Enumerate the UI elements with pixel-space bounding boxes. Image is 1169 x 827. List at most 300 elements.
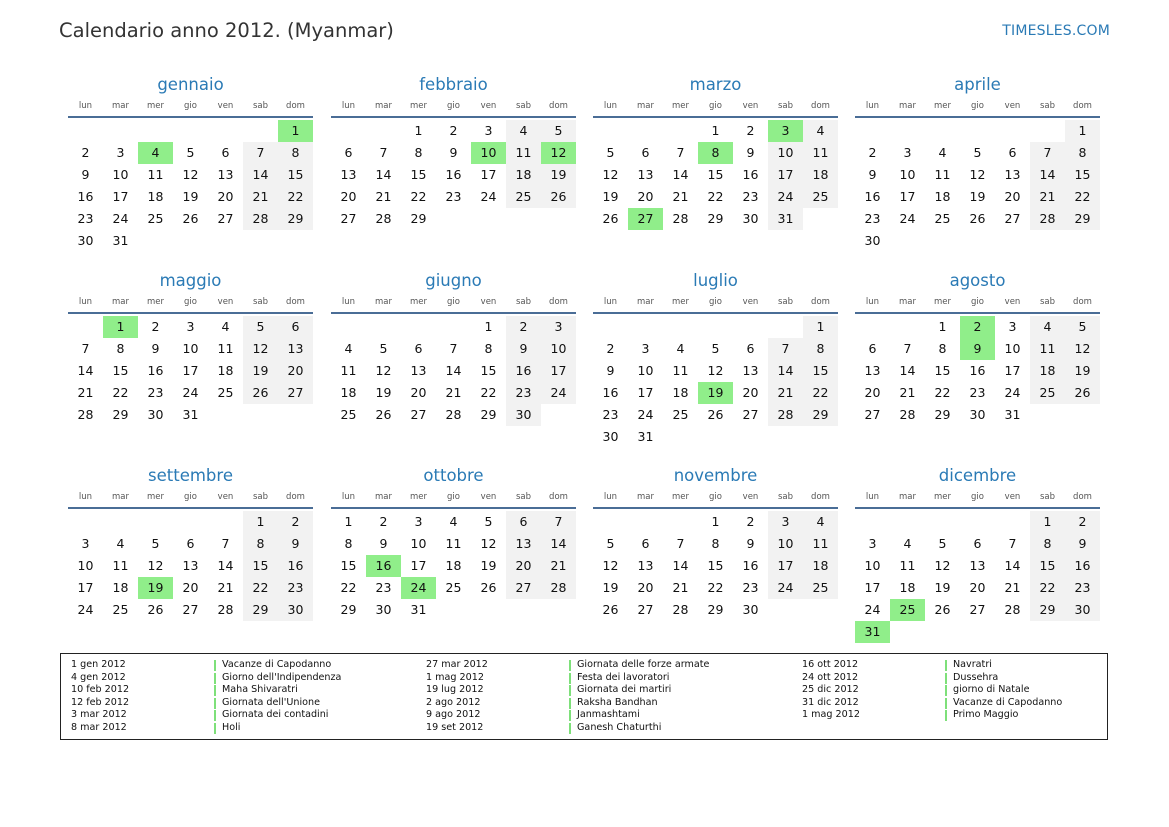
weekend-day-cell: 2 (278, 511, 313, 533)
month-novembre (593, 464, 838, 621)
day-cell: 15 (934, 363, 951, 378)
empty-day-cell (593, 316, 628, 338)
week-row (593, 316, 838, 338)
weekday-label: mer (146, 492, 164, 502)
day-cell: 22 (934, 385, 951, 400)
empty-day-cell (890, 120, 925, 142)
day-cell: 15 (410, 167, 427, 182)
holiday-date: 10 feb 2012 (71, 684, 130, 696)
weekday-label: sab (252, 297, 269, 307)
holiday-name: Navratri (953, 659, 992, 670)
empty-day-cell (628, 120, 663, 142)
day-cell: 19 (480, 558, 497, 573)
empty-day-cell (768, 316, 803, 338)
weekday-label: mar (899, 492, 916, 502)
empty-day-cell (138, 120, 173, 142)
weekday-label: lun (603, 101, 618, 111)
day-cell: 20 (637, 189, 654, 204)
weekday-label: gio (184, 101, 197, 111)
week-row (855, 621, 1100, 643)
weekend-day-cell: 31 (768, 208, 803, 230)
weekday-label: lun (865, 101, 880, 111)
holiday-day-cell: 25 (890, 599, 925, 621)
weekend-day-cell: 21 (1030, 186, 1065, 208)
day-cell: 26 (602, 211, 619, 226)
day-cell: 21 (77, 385, 94, 400)
day-cell: 25 (147, 211, 164, 226)
month-name: novembre (673, 466, 758, 485)
day-cell: 9 (449, 145, 458, 160)
weekday-label: gio (184, 492, 197, 502)
weekend-day-cell: 9 (1065, 533, 1100, 555)
day-cell: 1 (711, 514, 720, 529)
empty-day-cell (995, 120, 1030, 142)
weekday-label: ven (480, 492, 497, 502)
day-cell: 20 (410, 385, 427, 400)
day-cell: 7 (676, 536, 685, 551)
holiday-name: Giornata dei contadini (222, 709, 329, 721)
day-cell: 12 (602, 558, 619, 573)
day-cell: 10 (410, 536, 427, 551)
day-cell: 31 (637, 429, 654, 444)
day-cell: 8 (484, 341, 493, 356)
day-cell: 27 (410, 407, 427, 422)
day-cell: 1 (414, 123, 423, 138)
day-cell: 19 (182, 189, 199, 204)
week-row (593, 142, 838, 164)
day-cell: 3 (186, 319, 195, 334)
holiday-name: Vacanze di Capodanno (222, 659, 332, 670)
holiday-day-cell: 4 (138, 142, 173, 164)
day-cell: 13 (864, 363, 881, 378)
day-cell: 8 (711, 536, 720, 551)
weekday-label: mer (671, 297, 689, 307)
weekday-header (855, 293, 1100, 314)
week-row (331, 599, 576, 621)
day-cell: 3 (414, 514, 423, 529)
weekday-label: dom (549, 101, 568, 111)
day-cell: 29 (480, 407, 497, 422)
week-row (331, 338, 576, 360)
holiday-marker (945, 660, 947, 671)
day-cell: 6 (641, 536, 650, 551)
holiday-day-cell: 24 (401, 577, 436, 599)
day-cell: 29 (112, 407, 129, 422)
day-cell: 7 (676, 145, 685, 160)
day-cell: 12 (375, 363, 392, 378)
holiday-name: Raksha Bandhan (577, 696, 658, 708)
day-cell: 13 (340, 167, 357, 182)
weekend-day-cell: 19 (1065, 360, 1100, 382)
day-cell: 26 (707, 407, 724, 422)
weekday-label: gio (447, 297, 460, 307)
month-name: marzo (689, 75, 742, 94)
day-cell: 10 (864, 558, 881, 573)
week-row (331, 404, 576, 426)
holiday-marker (569, 660, 571, 671)
weekday-header (68, 97, 313, 118)
weekday-label: sab (252, 492, 269, 502)
weekday-label: dom (286, 492, 305, 502)
weekday-label: mer (146, 297, 164, 307)
weekday-label: mar (637, 297, 654, 307)
holiday-marker (945, 710, 947, 721)
day-cell: 26 (480, 580, 497, 595)
day-cell: 29 (410, 211, 427, 226)
weekday-header (68, 293, 313, 314)
day-cell: 28 (375, 211, 392, 226)
empty-day-cell (855, 511, 890, 533)
weekend-day-cell: 14 (243, 164, 278, 186)
weekend-day-cell: 9 (278, 533, 313, 555)
empty-day-cell (103, 511, 138, 533)
day-cell: 2 (151, 319, 160, 334)
month-dicembre (855, 464, 1100, 643)
weekend-day-cell: 22 (278, 186, 313, 208)
holiday-day-cell: 12 (541, 142, 576, 164)
weekday-label: dom (549, 297, 568, 307)
day-cell: 11 (147, 167, 164, 182)
empty-day-cell (663, 511, 698, 533)
empty-day-cell (208, 511, 243, 533)
day-cell: 4 (676, 341, 685, 356)
weekday-label: mer (933, 297, 951, 307)
weekday-label: mer (671, 101, 689, 111)
week-row (593, 120, 838, 142)
week-row (68, 186, 313, 208)
holiday-date: 12 feb 2012 (71, 696, 130, 708)
weekend-day-cell: 22 (803, 382, 838, 404)
day-cell: 1 (938, 319, 947, 334)
month-aprile (855, 73, 1100, 252)
day-cell: 15 (112, 363, 129, 378)
day-cell: 27 (217, 211, 234, 226)
holiday-marker (214, 710, 216, 721)
day-cell: 20 (340, 189, 357, 204)
weekday-label: lun (78, 492, 93, 502)
holiday-name: Holi (222, 721, 241, 733)
weekday-label: lun (341, 297, 356, 307)
day-cell: 9 (746, 145, 755, 160)
weekday-label: gio (971, 101, 984, 111)
day-cell: 20 (637, 580, 654, 595)
day-cell: 2 (449, 123, 458, 138)
day-cell: 7 (81, 341, 90, 356)
weekday-header (593, 293, 838, 314)
empty-day-cell (436, 316, 471, 338)
week-row (68, 142, 313, 164)
day-cell: 26 (969, 211, 986, 226)
day-cell: 17 (410, 558, 427, 573)
weekend-day-cell: 30 (506, 404, 541, 426)
empty-day-cell (68, 511, 103, 533)
day-cell: 6 (641, 145, 650, 160)
holiday-name: Festa dei lavoratori (577, 671, 670, 683)
day-cell: 14 (899, 363, 916, 378)
day-cell: 30 (742, 602, 759, 617)
empty-day-cell (243, 120, 278, 142)
week-row (855, 142, 1100, 164)
holiday-marker (214, 698, 216, 709)
weekday-header (855, 488, 1100, 509)
weekend-day-cell: 24 (541, 382, 576, 404)
week-row (855, 186, 1100, 208)
weekend-day-cell: 1 (803, 316, 838, 338)
week-row (593, 599, 838, 621)
day-cell: 3 (903, 145, 912, 160)
empty-day-cell (925, 120, 960, 142)
month-days (68, 509, 313, 621)
day-cell: 18 (217, 363, 234, 378)
empty-day-cell (890, 316, 925, 338)
holiday-day-cell: 3 (768, 120, 803, 142)
holiday-day-cell: 27 (628, 208, 663, 230)
month-days (855, 118, 1100, 252)
day-cell: 13 (217, 167, 234, 182)
week-row (68, 533, 313, 555)
weekday-label: dom (811, 492, 830, 502)
day-cell: 14 (445, 363, 462, 378)
weekday-label: lun (603, 297, 618, 307)
day-cell: 25 (672, 407, 689, 422)
weekday-label: sab (1039, 297, 1056, 307)
holiday-day-cell: 9 (960, 338, 995, 360)
day-cell: 4 (938, 145, 947, 160)
week-row (68, 577, 313, 599)
weekend-day-cell: 15 (1065, 164, 1100, 186)
day-cell: 9 (746, 536, 755, 551)
day-cell: 9 (379, 536, 388, 551)
month-name: gennaio (157, 75, 224, 94)
day-cell: 6 (868, 341, 877, 356)
weekday-label: mar (899, 297, 916, 307)
holidays-list (60, 653, 1108, 740)
weekend-day-cell: 4 (803, 120, 838, 142)
day-cell: 12 (182, 167, 199, 182)
weekend-day-cell: 11 (1030, 338, 1065, 360)
month-ottobre (331, 464, 576, 621)
day-cell: 7 (449, 341, 458, 356)
day-cell: 25 (112, 602, 129, 617)
weekend-day-cell: 7 (1030, 142, 1065, 164)
holiday-date: 16 ott 2012 (802, 659, 859, 670)
week-row (855, 511, 1100, 533)
day-cell: 8 (344, 536, 353, 551)
week-row (593, 186, 838, 208)
day-cell: 2 (746, 123, 755, 138)
month-maggio (68, 269, 313, 426)
weekend-day-cell: 20 (278, 360, 313, 382)
weekend-day-cell: 2 (506, 316, 541, 338)
day-cell: 3 (81, 536, 90, 551)
day-cell: 19 (934, 580, 951, 595)
month-giugno (331, 269, 576, 426)
day-cell: 19 (602, 189, 619, 204)
weekday-label: gio (184, 297, 197, 307)
week-row (68, 511, 313, 533)
weekend-day-cell: 3 (541, 316, 576, 338)
day-cell: 25 (217, 385, 234, 400)
week-row (68, 382, 313, 404)
week-row (855, 404, 1100, 426)
day-cell: 14 (672, 558, 689, 573)
day-cell: 22 (707, 189, 724, 204)
empty-day-cell (138, 511, 173, 533)
day-cell: 2 (379, 514, 388, 529)
weekday-label: gio (447, 492, 460, 502)
weekend-day-cell: 10 (768, 533, 803, 555)
month-marzo (593, 73, 838, 230)
weekday-label: ven (742, 297, 759, 307)
holiday-name: Janmashtami (577, 709, 640, 721)
day-cell: 21 (445, 385, 462, 400)
site-link[interactable]: TIMESLES.COM (1002, 23, 1110, 39)
day-cell: 30 (375, 602, 392, 617)
day-cell: 23 (602, 407, 619, 422)
day-cell: 20 (742, 385, 759, 400)
empty-day-cell (173, 120, 208, 142)
day-cell: 14 (77, 363, 94, 378)
weekend-day-cell: 7 (541, 511, 576, 533)
weekend-day-cell: 23 (506, 382, 541, 404)
empty-day-cell (173, 511, 208, 533)
weekday-label: mar (375, 297, 392, 307)
week-row (855, 360, 1100, 382)
week-row (331, 120, 576, 142)
weekend-day-cell: 29 (278, 208, 313, 230)
day-cell: 1 (344, 514, 353, 529)
weekend-day-cell: 5 (541, 120, 576, 142)
weekday-label: dom (811, 297, 830, 307)
week-row (68, 208, 313, 230)
day-cell: 21 (672, 580, 689, 595)
day-cell: 18 (899, 580, 916, 595)
day-cell: 28 (77, 407, 94, 422)
weekday-label: dom (286, 101, 305, 111)
month-name: febbraio (419, 75, 488, 94)
day-cell: 5 (484, 514, 493, 529)
week-row (68, 230, 313, 252)
holiday-marker (945, 673, 947, 684)
weekend-day-cell: 21 (243, 186, 278, 208)
day-cell: 28 (217, 602, 234, 617)
weekday-label: ven (742, 101, 759, 111)
day-cell: 6 (344, 145, 353, 160)
weekday-label: mar (112, 297, 129, 307)
weekday-label: mar (112, 101, 129, 111)
empty-day-cell (331, 120, 366, 142)
day-cell: 3 (641, 341, 650, 356)
empty-day-cell (855, 316, 890, 338)
weekday-label: dom (1073, 492, 1092, 502)
holiday-name: Maha Shivaratri (222, 684, 298, 696)
day-cell: 13 (742, 363, 759, 378)
day-cell: 28 (672, 602, 689, 617)
day-cell: 6 (973, 536, 982, 551)
weekday-label: sab (1039, 492, 1056, 502)
month-name: settembre (148, 466, 233, 485)
holiday-marker (214, 685, 216, 696)
week-row (855, 599, 1100, 621)
day-cell: 26 (934, 602, 951, 617)
weekend-day-cell: 20 (506, 555, 541, 577)
weekday-label: dom (549, 492, 568, 502)
weekend-day-cell: 15 (243, 555, 278, 577)
day-cell: 22 (480, 385, 497, 400)
day-cell: 27 (637, 602, 654, 617)
day-cell: 28 (672, 211, 689, 226)
day-cell: 29 (707, 602, 724, 617)
day-cell: 13 (1004, 167, 1021, 182)
day-cell: 17 (1004, 363, 1021, 378)
day-cell: 27 (182, 602, 199, 617)
weekend-day-cell: 18 (803, 555, 838, 577)
month-days (68, 314, 313, 426)
holiday-day-cell: 16 (366, 555, 401, 577)
day-cell: 23 (742, 189, 759, 204)
empty-day-cell (960, 120, 995, 142)
weekday-label: sab (777, 101, 794, 111)
empty-day-cell (366, 120, 401, 142)
empty-day-cell (68, 316, 103, 338)
day-cell: 30 (147, 407, 164, 422)
day-cell: 6 (1008, 145, 1017, 160)
day-cell: 10 (112, 167, 129, 182)
day-cell: 4 (116, 536, 125, 551)
day-cell: 17 (77, 580, 94, 595)
weekend-day-cell: 3 (768, 511, 803, 533)
day-cell: 4 (449, 514, 458, 529)
week-row (855, 338, 1100, 360)
day-cell: 18 (112, 580, 129, 595)
weekend-day-cell: 28 (243, 208, 278, 230)
weekend-day-cell: 7 (243, 142, 278, 164)
day-cell: 27 (742, 407, 759, 422)
holiday-date: 25 dic 2012 (802, 684, 859, 696)
day-cell: 3 (116, 145, 125, 160)
weekday-label: ven (217, 492, 234, 502)
day-cell: 20 (182, 580, 199, 595)
weekday-label: sab (515, 492, 532, 502)
holiday-date: 27 mar 2012 (426, 659, 488, 670)
day-cell: 20 (1004, 189, 1021, 204)
week-row (593, 426, 838, 448)
week-row (68, 120, 313, 142)
day-cell: 13 (969, 558, 986, 573)
weekday-label: gio (709, 492, 722, 502)
week-row (331, 555, 576, 577)
day-cell: 25 (934, 211, 951, 226)
month-days (331, 314, 576, 426)
weekday-label: ven (742, 492, 759, 502)
empty-day-cell (208, 120, 243, 142)
day-cell: 1 (484, 319, 493, 334)
weekend-day-cell: 23 (278, 577, 313, 599)
holiday-date: 2 ago 2012 (426, 696, 481, 708)
day-cell: 15 (707, 558, 724, 573)
week-row (68, 555, 313, 577)
weekday-label: mer (933, 101, 951, 111)
day-cell: 3 (484, 123, 493, 138)
weekday-label: sab (252, 101, 269, 111)
empty-day-cell (995, 511, 1030, 533)
day-cell: 16 (602, 385, 619, 400)
day-cell: 11 (445, 536, 462, 551)
day-cell: 17 (637, 385, 654, 400)
weekday-label: lun (78, 297, 93, 307)
week-row (855, 164, 1100, 186)
weekend-day-cell: 21 (541, 555, 576, 577)
